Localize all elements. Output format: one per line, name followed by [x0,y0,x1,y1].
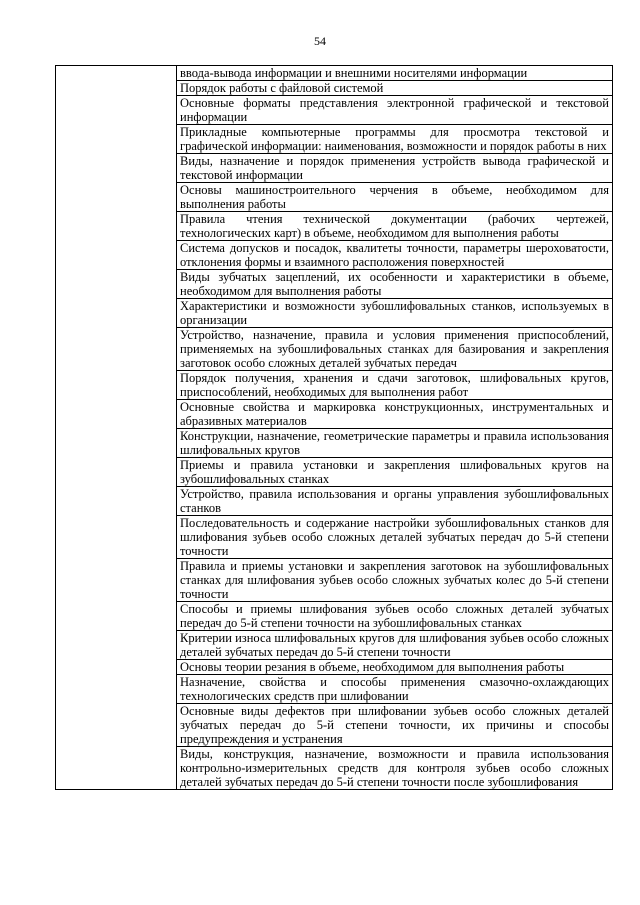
knowledge-item-cell: Правила и приемы установки и закрепления заготовок на зубошлифовальных станках для шлифования зубьев особо сложных зубчатых колес до 5-й степени точности [177,559,613,602]
knowledge-item-cell: Прикладные компьютерные программы для просмотра текстовой и графической информации: наименования, возможности и порядок работы в них [177,125,613,154]
left-blank-cell [56,66,177,790]
knowledge-item-cell: Приемы и правила установки и закрепления шлифовальных кругов на зубошлифовальных станках [177,458,613,487]
table-row [56,66,613,81]
knowledge-item-cell: Способы и приемы шлифования зубьев особо сложных деталей зубчатых передач до 5-й степени точности на зубошлифовальных станках [177,602,613,631]
knowledge-item-cell: Порядок работы с файловой системой [177,81,613,96]
knowledge-item-cell: Основные свойства и маркировка конструкционных, инструментальных и абразивных материалов [177,400,613,429]
knowledge-item-cell: Конструкции, назначение, геометрические параметры и правила использования шлифовальных кругов [177,429,613,458]
knowledge-item-cell: Основные форматы представления электронной графической и текстовой информации [177,96,613,125]
knowledge-item-cell: Устройство, правила использования и органы управления зубошлифовальных станков [177,487,613,516]
knowledge-item-cell: Система допусков и посадок, квалитеты точности, параметры шероховатости, отклонения формы и взаимного расположения поверхностей [177,241,613,270]
page-number: 54 [314,34,326,48]
knowledge-item-cell: Критерии износа шлифовальных кругов для шлифования зубьев особо сложных деталей зубчатых передач до 5-й степени точности [177,631,613,660]
knowledge-item-cell: Виды, назначение и порядок применения устройств вывода графической и текстовой информации [177,154,613,183]
knowledge-item-cell: Устройство, назначение, правила и условия применения приспособлений, применяемых на зубошлифовальных станках для базирования и закрепления заготовок особо сложных деталей зубчатых передач [177,328,613,371]
knowledge-item-cell: Порядок получения, хранения и сдачи заготовок, шлифовальных кругов, приспособлений, необходимых для выполнения работ [177,371,613,400]
requirements-table [55,65,613,790]
knowledge-item-cell: Правила чтения технической документации (рабочих чертежей, технологических карт) в объеме, необходимом для выполнения работы [177,212,613,241]
knowledge-item-cell: Основы теории резания в объеме, необходимом для выполнения работы [177,660,613,675]
knowledge-item-cell: Виды зубчатых зацеплений, их особенности и характеристики в объеме, необходимом для выполнения работы [177,270,613,299]
knowledge-item-cell: Назначение, свойства и способы применения смазочно-охлаждающих технологических средств при шлифовании [177,675,613,704]
knowledge-item-cell: Последовательность и содержание настройки зубошлифовальных станков для шлифования зубьев особо сложных деталей зубчатых передач до 5-й степени точности [177,516,613,559]
knowledge-item-cell: Характеристики и возможности зубошлифовальных станков, используемых в организации [177,299,613,328]
knowledge-item-cell: Основные виды дефектов при шлифовании зубьев особо сложных деталей зубчатых передач до 5-й степени точности, их причины и способы предупреждения и устранения [177,704,613,747]
knowledge-item-cell: ввода-вывода информации и внешними носителями информации [177,66,613,81]
knowledge-item-cell: Виды, конструкция, назначение, возможности и правила использования контрольно-измерительных средств для контроля зубьев особо сложных деталей зубчатых передач до 5-й степени точности после зубошлифования [177,747,613,790]
knowledge-item-cell: Основы машиностроительного черчения в объеме, необходимом для выполнения работы [177,183,613,212]
